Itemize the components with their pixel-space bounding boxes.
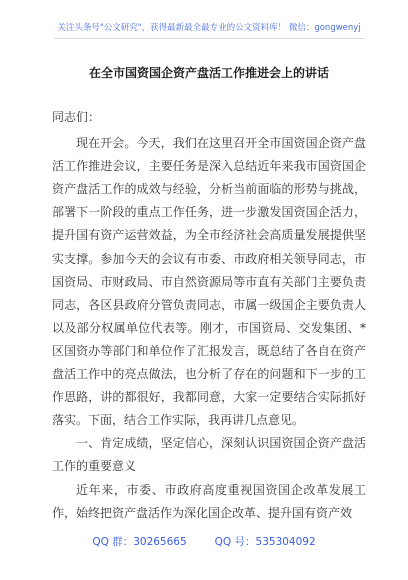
document-title: 在全市国资国企资产盘活工作推进会上的讲话 (88, 66, 329, 80)
section-heading: 一、肯定成绩，坚定信心，深刻认识国资国企资产盘活工作的重要意义 (52, 436, 366, 474)
body-paragraph-opening: 现在开会。今天，我们在这里召开全市国资国企资产盘活工作推进会议，主要任务是深入总结近年来我市国资国企资产盘活工作的成效与经验，分析当前面临的形势与挑战，部署下一阶段的重点工作任务，进一步激发国资国企活力，提升国有资产运营效益，为全市经济社会高质量发展提供坚实支撑。参加今天的会议有市委、市政府相关领导同志，市国资局、市财政局、市自然资源局等市直有关部门主要负责同志，各区县政府分管负责同志，市属一级国企主要负责人以及部分权属单位代表等。刚才，市国资局、交发集团、*区国资办等部门和单位作了汇报发言，既总结了各自在资产盘活工作中的亮点做法，也分析了存在的问题和下一步的工作思路，讲的都很好，我都同意，大家一定要结合实际抓好落实。下面，结合工作实际，我再讲几点意见。 (52, 136, 366, 428)
salutation: 同志们： (52, 110, 101, 124)
body-paragraph-section-one: 近年来，市委、市政府高度重视国资国企改革发展工作，始终把资产盘活作为深化国企改革、提升国有资产效 (52, 482, 366, 520)
document-body (52, 106, 366, 530)
footer-contact (0, 532, 408, 552)
header-note: 关注头条号"公文研究"，获得最新最全最专业的公文资料库！ 微信：gongwenyj (57, 23, 361, 33)
footer-qq: QQ 号：535304092 (214, 536, 316, 548)
footer-qq-group: QQ 群：30265665 (92, 536, 187, 548)
header-divider (54, 38, 364, 39)
